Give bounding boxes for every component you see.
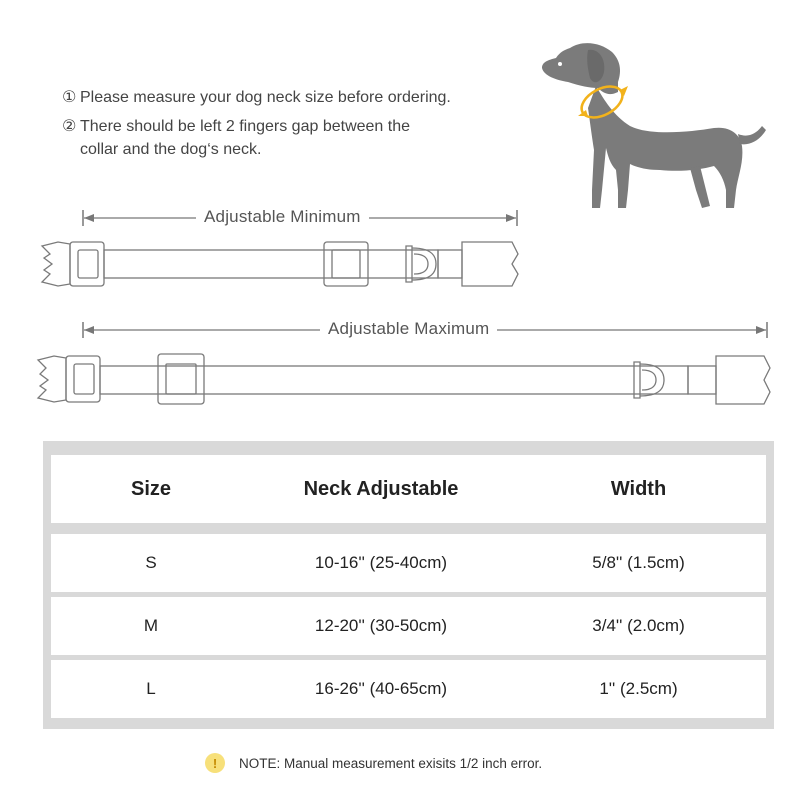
instruction-2-continued: collar and the dog‘s neck. — [80, 141, 262, 158]
size-cell: M — [143, 616, 159, 635]
exclamation-icon: ! — [205, 753, 225, 773]
maximum-collar-drawing — [36, 350, 772, 408]
instruction-2-number: ② — [62, 118, 77, 135]
table-row — [51, 597, 766, 655]
instruction-2-text: There should be left 2 fingers gap between the — [80, 118, 410, 135]
instruction-2 — [62, 115, 410, 139]
size-cell: S — [145, 553, 157, 572]
note — [205, 752, 542, 774]
instruction-1-text: Please measure your dog neck size before ordering. — [80, 89, 451, 106]
width-cell: 5/8'' (1.5cm) — [592, 553, 685, 572]
minimum-label: Adjustable Minimum — [196, 207, 369, 227]
size-cell: L — [146, 679, 156, 698]
instruction-1 — [62, 86, 451, 110]
header-width: Width — [610, 477, 667, 500]
table-header-row — [51, 455, 766, 523]
dog-illustration — [530, 30, 770, 220]
neck-cell: 16-26'' (40-65cm) — [314, 679, 448, 698]
header-neck-adjustable: Neck Adjustable — [303, 477, 459, 500]
neck-cell: 12-20'' (30-50cm) — [314, 616, 448, 635]
neck-cell: 10-16'' (25-40cm) — [314, 553, 448, 572]
maximum-label: Adjustable Maximum — [320, 319, 497, 339]
instruction-1-number: ① — [62, 89, 77, 106]
size-table — [43, 441, 774, 729]
table-row — [51, 660, 766, 718]
note-text: NOTE: Manual measurement exisits 1/2 inch error. — [239, 755, 543, 771]
width-cell: 1'' (2.5cm) — [599, 679, 678, 698]
table-row — [51, 534, 766, 592]
header-size: Size — [130, 477, 172, 500]
width-cell: 3/4'' (2.0cm) — [592, 616, 685, 635]
minimum-collar-drawing — [40, 236, 520, 292]
